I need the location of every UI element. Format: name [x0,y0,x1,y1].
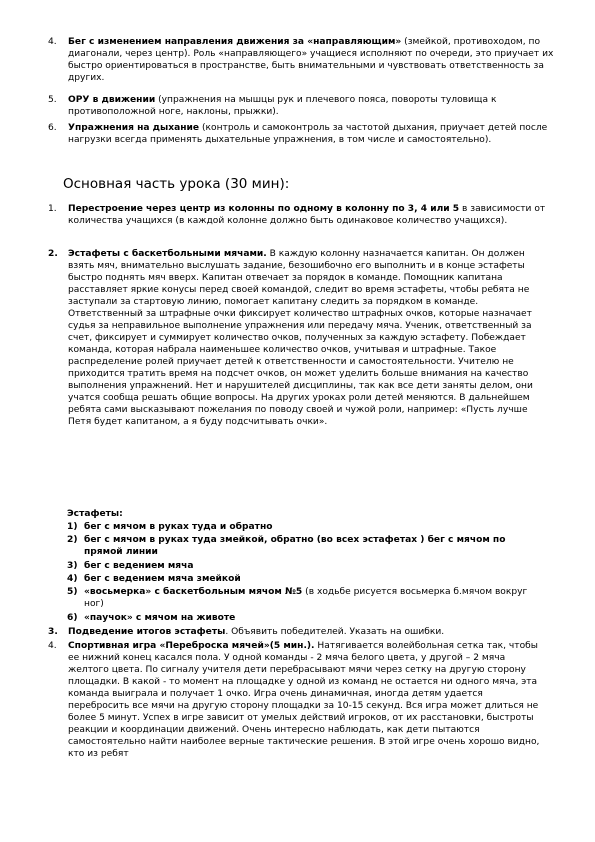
list-item [48,94,563,118]
list-number: 2. [48,249,58,259]
relay-title: бег с ведением мяча [84,561,194,571]
list-item [48,203,563,227]
list-number: 5. [48,95,57,105]
list-number: 4. [48,37,57,47]
relay-item [67,612,547,624]
relay-number: 1) [67,522,78,532]
relay-item [67,534,547,558]
list-number: 3. [48,627,58,637]
relay-number: 6) [67,613,78,623]
item-title: ОРУ в движении [68,95,156,105]
item-text: (упражнения на мышцы рук и плечевого пояса, повороты туловища к противоположной ноге, наклоны, прыжки). [68,95,497,117]
list-item [48,36,563,84]
item-text: В каждую колонну назначается капитан. Он должен взять мяч, внимательно выслушать задание, безошибочно его выполнить и в конце эстафеты быстро поднять мяч вверх. Капитан отвечает за порядок в команде. Помощник капитана расставляет яркие конусы перед своей командой, следит во время эстафеты, чтобы ребята не заступали за стартовую линию, помогает капитану следить за порядком в команде. Ответственный за штрафные очки фиксирует количество штрафных очков, которые назначает судья за неправильное выполнение упражнения или передачу мяча. Ученик, ответственный за счет, фиксирует и суммирует количество очков, полученных за каждую эстафету. Побеждает команда, которая набрала наименьшее количество очков, учитывая и штрафные. Такое распределение ролей приучает детей к ответственности и самостоятельности. Учителю не приходится тратить время на подсчет очков, он может уделить больше внимания на качество выполнения упражнений. Нет и нарушителей дисциплины, так как все дети заняты делом, они учатся сообща решать общие вопросы. На других уроках роли детей меняются. В дальнейшем ребята сами высказывают пожелания по поводу своей и чужой роли, например: «Пусть лучше Петя будет капитаном, а я буду подсчитывать очки». [68,249,533,427]
list-number: 4. [48,641,57,651]
item-text: в зависимости от количества учащихся (в каждой колонне должно быть одинаковое количество учащихся). [68,204,546,226]
item-title: Бег с изменением направления движения за «направляющим» [68,37,402,47]
relay-item [67,573,547,585]
relay-text: (в ходьбе рисуется восьмерка б.мячом вокруг ног) [84,587,528,609]
section-heading: Основная часть урока (30 мин): [63,176,290,192]
relay-number: 3) [67,561,78,571]
relay-item [67,560,547,572]
item-title: Подведение итогов эстафеты [68,627,226,637]
item-text: (контроль и самоконтроль за частотой дыхания, приучает детей после нагрузки всегда применять дыхательные упражнения, в том числе и самостоятельно). [68,123,548,145]
relay-title: бег с мячом в руках туда и обратно [84,522,273,532]
relay-number: 4) [67,574,78,584]
relays-label-text: Эстафеты: [67,509,123,519]
list-item [48,626,563,638]
item-title: Перестроение через центр из колонны по одному в колонну по 3, 4 или 5 [68,204,460,214]
item-text: (змейкой, противоходом, по диагонали, через центр). Роль «направляющего» учащиеся исполняют по очереди, это приучает их быстро ориентироваться в пространстве, быть внимательными и чувствовать ответственность за других. [68,37,554,83]
relay-title: «паучок» с мячом на животе [84,613,236,623]
item-text: . Объявить победителей. Указать на ошибки. [225,627,445,637]
list-number: 1. [48,204,57,214]
relay-number: 5) [67,587,78,597]
list-number: 6. [48,123,57,133]
list-item [48,248,563,428]
item-text: Натягивается волейбольная сетка так, чтобы ее нижний конец касался пола. У одной команды - 2 мяча белого цвета, у другой – 2 мяча желтого цвета. По сигналу учителя дети перебрасывают мячи через сетку на другую сторону площадки. В какой - то момент на площадке у одной из команд не остается ни одного мяча, эта команда выиграла и получает 1 очко. Игра очень динамичная, иногда детям удается перебросить все мячи на другую сторону площадки за 10-15 секунд. Вся игра может длиться не более 5 минут. Успех в игре зависит от умелых действий игроков, от их расстановки, быстроты реакции и координации движений. Очень интересно наблюдать, как дети пытаются самостоятельно найти наиболее верные тактические решения. В этой игре очень хорошо видно, кто из ребят [68,641,540,759]
relay-item [67,521,547,533]
list-item [48,122,563,146]
item-title: Эстафеты с баскетбольными мячами. [68,249,267,259]
relay-title: бег с мячом в руках туда змейкой, обратно (во всех эстафетах ) бег с мячом по прямой линии [84,535,506,557]
list-item [48,640,563,760]
relay-title: бег с ведением мяча змейкой [84,574,241,584]
item-title: Спортивная игра «Переброска мячей»(5 мин.). [68,641,315,651]
relay-item [67,586,547,610]
relays-label [67,508,547,520]
relay-title: «восьмерка» с баскетбольным мячом №5 [84,587,303,597]
relay-number: 2) [67,535,78,545]
item-title: Упражнения на дыхание [68,123,200,133]
